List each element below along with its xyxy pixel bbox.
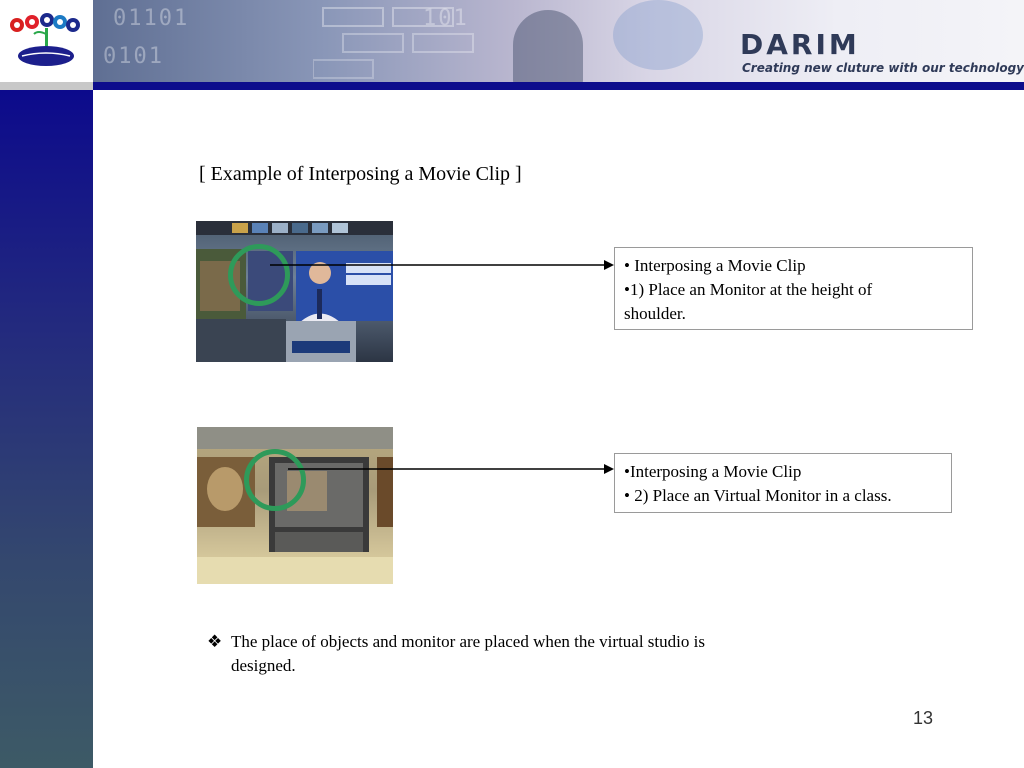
callout-line: shoulder. [624, 304, 686, 323]
classroom-photo [197, 427, 393, 584]
slide-note [207, 630, 827, 678]
arrow-connector [288, 460, 620, 480]
note-text: The place of objects and monitor are placed when the virtual studio is [231, 632, 705, 651]
callout-box [614, 247, 973, 330]
logo-icon [0, 0, 93, 82]
note-text: designed. [231, 656, 296, 675]
slide-title: [ Example of Interposing a Movie Clip ] [199, 163, 522, 185]
company-logo [0, 0, 93, 90]
left-gradient-bar [0, 90, 93, 768]
binary-decoration: 0101 [103, 44, 164, 69]
diamond-bullet-icon: ❖ [207, 632, 223, 651]
arrow-connector [270, 255, 620, 275]
page-number: 13 [913, 708, 934, 728]
callout-line: • 2) Place an Virtual Monitor in a class. [624, 486, 892, 505]
binary-decoration: 101 [423, 6, 469, 31]
brand-tagline: Creating new cluture with our technology [742, 61, 1024, 75]
logo-underline [0, 82, 93, 90]
person-silhouette [513, 10, 583, 82]
binary-decoration: 01101 [113, 6, 190, 31]
callout-line: •Interposing a Movie Clip [624, 462, 802, 481]
highlight-ring [244, 449, 306, 511]
callout-box [614, 453, 952, 513]
studio-photo [196, 221, 393, 362]
highlight-ring [228, 244, 290, 306]
brand-name: DARIM [740, 28, 860, 61]
header [0, 0, 1024, 90]
callout-line: •1) Place an Monitor at the height of [624, 280, 873, 299]
header-strip [93, 82, 1024, 90]
globe-decoration [613, 0, 703, 70]
studio-illustration [196, 221, 393, 362]
classroom-illustration [197, 427, 393, 584]
callout-line: • Interposing a Movie Clip [624, 256, 806, 275]
